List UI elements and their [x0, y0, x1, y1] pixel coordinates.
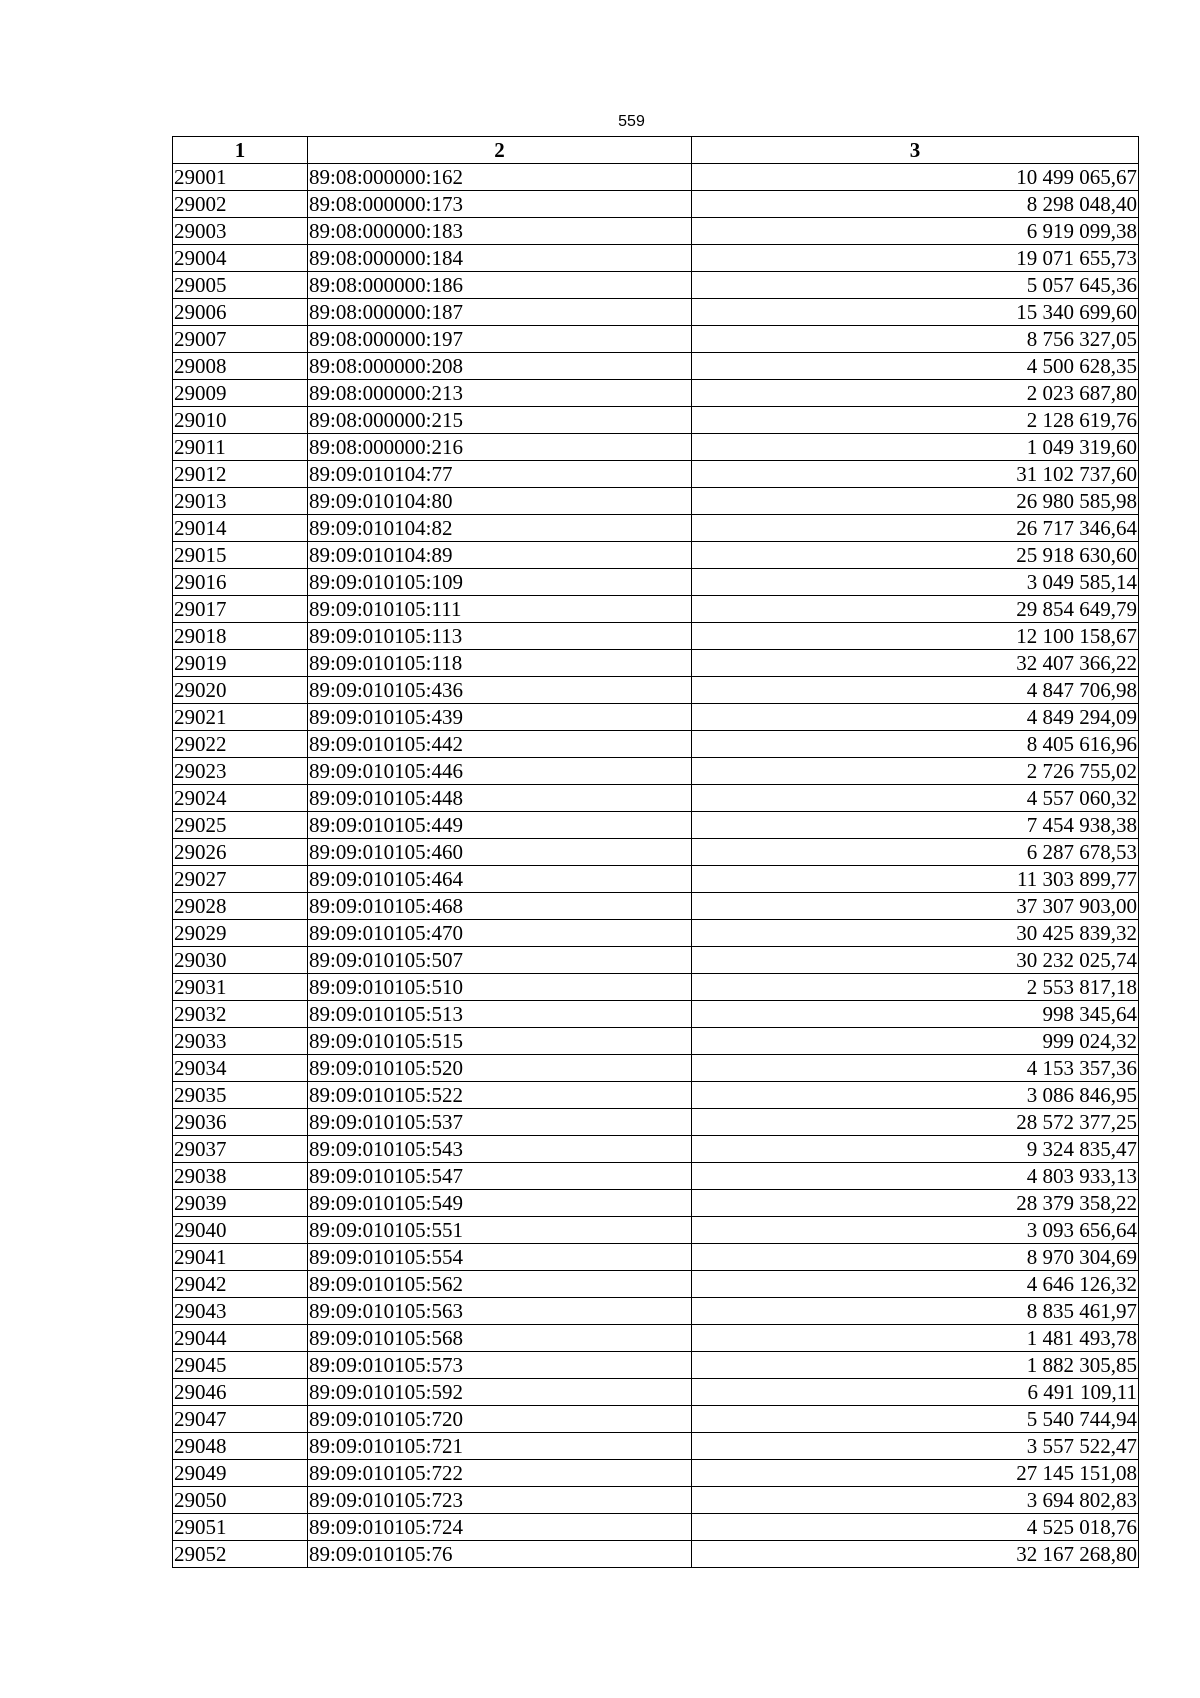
cadastral-number-cell: 89:09:010104:80	[308, 488, 692, 515]
cadastral-number-cell: 89:08:000000:186	[308, 272, 692, 299]
cadastral-number-cell: 89:09:010105:562	[308, 1271, 692, 1298]
value-cell: 998 345,64	[692, 1001, 1139, 1028]
row-number-cell: 29047	[173, 1406, 308, 1433]
cadastral-number-cell: 89:09:010105:724	[308, 1514, 692, 1541]
cadastral-number-cell: 89:09:010105:554	[308, 1244, 692, 1271]
cadastral-number-cell: 89:09:010105:111	[308, 596, 692, 623]
cadastral-number-cell: 89:08:000000:213	[308, 380, 692, 407]
value-cell: 32 167 268,80	[692, 1541, 1139, 1568]
value-cell: 3 557 522,47	[692, 1433, 1139, 1460]
value-cell: 9 324 835,47	[692, 1136, 1139, 1163]
row-number-cell: 29009	[173, 380, 308, 407]
row-number-cell: 29024	[173, 785, 308, 812]
table-row	[173, 1082, 1139, 1109]
row-number-cell: 29044	[173, 1325, 308, 1352]
table-row	[173, 623, 1139, 650]
row-number-cell: 29052	[173, 1541, 308, 1568]
cadastral-number-cell: 89:09:010105:439	[308, 704, 692, 731]
table-row	[173, 1325, 1139, 1352]
table-row	[173, 515, 1139, 542]
row-number-cell: 29029	[173, 920, 308, 947]
value-cell: 12 100 158,67	[692, 623, 1139, 650]
row-number-cell: 29021	[173, 704, 308, 731]
table-row	[173, 488, 1139, 515]
cadastral-number-cell: 89:08:000000:208	[308, 353, 692, 380]
table-row	[173, 812, 1139, 839]
row-number-cell: 29049	[173, 1460, 308, 1487]
cadastral-number-cell: 89:09:010105:507	[308, 947, 692, 974]
cadastral-number-cell: 89:09:010105:109	[308, 569, 692, 596]
cadastral-number-cell: 89:08:000000:215	[308, 407, 692, 434]
value-cell: 37 307 903,00	[692, 893, 1139, 920]
value-cell: 3 694 802,83	[692, 1487, 1139, 1514]
value-cell: 2 726 755,02	[692, 758, 1139, 785]
row-number-cell: 29007	[173, 326, 308, 353]
column-header-1: 1	[173, 137, 308, 164]
table-row	[173, 1028, 1139, 1055]
row-number-cell: 29033	[173, 1028, 308, 1055]
cadastral-number-cell: 89:09:010105:543	[308, 1136, 692, 1163]
value-cell: 6 919 099,38	[692, 218, 1139, 245]
cadastral-number-cell: 89:09:010105:464	[308, 866, 692, 893]
value-cell: 4 847 706,98	[692, 677, 1139, 704]
row-number-cell: 29038	[173, 1163, 308, 1190]
row-number-cell: 29008	[173, 353, 308, 380]
cadastral-number-cell: 89:09:010105:549	[308, 1190, 692, 1217]
value-cell: 27 145 151,08	[692, 1460, 1139, 1487]
table-row	[173, 920, 1139, 947]
value-cell: 4 557 060,32	[692, 785, 1139, 812]
table-row	[173, 974, 1139, 1001]
value-cell: 6 491 109,11	[692, 1379, 1139, 1406]
table-row	[173, 1136, 1139, 1163]
cadastral-number-cell: 89:09:010105:721	[308, 1433, 692, 1460]
value-cell: 32 407 366,22	[692, 650, 1139, 677]
cadastral-number-cell: 89:09:010105:573	[308, 1352, 692, 1379]
value-cell: 5 057 645,36	[692, 272, 1139, 299]
row-number-cell: 29017	[173, 596, 308, 623]
page-number: 559	[618, 113, 645, 130]
cadastral-number-cell: 89:09:010105:468	[308, 893, 692, 920]
table-row	[173, 326, 1139, 353]
value-cell: 4 646 126,32	[692, 1271, 1139, 1298]
row-number-cell: 29006	[173, 299, 308, 326]
value-cell: 2 023 687,80	[692, 380, 1139, 407]
cadastral-number-cell: 89:09:010104:77	[308, 461, 692, 488]
table-row	[173, 1379, 1139, 1406]
cadastral-number-cell: 89:08:000000:216	[308, 434, 692, 461]
row-number-cell: 29051	[173, 1514, 308, 1541]
table-row	[173, 1352, 1139, 1379]
value-cell: 4 525 018,76	[692, 1514, 1139, 1541]
cadastral-number-cell: 89:09:010105:537	[308, 1109, 692, 1136]
table-row	[173, 839, 1139, 866]
table-row	[173, 1244, 1139, 1271]
value-cell: 28 379 358,22	[692, 1190, 1139, 1217]
value-cell: 4 500 628,35	[692, 353, 1139, 380]
header-row	[173, 137, 1139, 164]
table-row	[173, 1298, 1139, 1325]
value-cell: 3 086 846,95	[692, 1082, 1139, 1109]
cadastral-number-cell: 89:09:010105:720	[308, 1406, 692, 1433]
row-number-cell: 29042	[173, 1271, 308, 1298]
value-cell: 4 153 357,36	[692, 1055, 1139, 1082]
table-row	[173, 1190, 1139, 1217]
row-number-cell: 29004	[173, 245, 308, 272]
value-cell: 8 756 327,05	[692, 326, 1139, 353]
row-number-cell: 29026	[173, 839, 308, 866]
cadastral-number-cell: 89:09:010105:118	[308, 650, 692, 677]
value-cell: 4 849 294,09	[692, 704, 1139, 731]
cadastral-number-cell: 89:09:010105:522	[308, 1082, 692, 1109]
cadastral-number-cell: 89:09:010105:448	[308, 785, 692, 812]
value-cell: 2 128 619,76	[692, 407, 1139, 434]
table-row	[173, 1163, 1139, 1190]
value-cell: 29 854 649,79	[692, 596, 1139, 623]
row-number-cell: 29023	[173, 758, 308, 785]
row-number-cell: 29013	[173, 488, 308, 515]
row-number-cell: 29025	[173, 812, 308, 839]
row-number-cell: 29037	[173, 1136, 308, 1163]
table-row	[173, 542, 1139, 569]
value-cell: 4 803 933,13	[692, 1163, 1139, 1190]
table-row	[173, 272, 1139, 299]
cadastral-number-cell: 89:09:010105:442	[308, 731, 692, 758]
row-number-cell: 29015	[173, 542, 308, 569]
cadastral-number-cell: 89:08:000000:162	[308, 164, 692, 191]
table-row	[173, 245, 1139, 272]
row-number-cell: 29040	[173, 1217, 308, 1244]
table-row	[173, 164, 1139, 191]
table-row	[173, 353, 1139, 380]
cadastral-number-cell: 89:09:010105:551	[308, 1217, 692, 1244]
cadastral-number-cell: 89:09:010104:82	[308, 515, 692, 542]
row-number-cell: 29018	[173, 623, 308, 650]
table-body	[173, 164, 1139, 1568]
table-row	[173, 434, 1139, 461]
cadastral-number-cell: 89:09:010105:470	[308, 920, 692, 947]
cadastral-number-cell: 89:08:000000:173	[308, 191, 692, 218]
value-cell: 31 102 737,60	[692, 461, 1139, 488]
row-number-cell: 29043	[173, 1298, 308, 1325]
table-row	[173, 218, 1139, 245]
value-cell: 28 572 377,25	[692, 1109, 1139, 1136]
row-number-cell: 29002	[173, 191, 308, 218]
value-cell: 30 232 025,74	[692, 947, 1139, 974]
value-cell: 26 980 585,98	[692, 488, 1139, 515]
row-number-cell: 29032	[173, 1001, 308, 1028]
column-header-2: 2	[308, 137, 692, 164]
table-row	[173, 1541, 1139, 1568]
row-number-cell: 29019	[173, 650, 308, 677]
cadastral-number-cell: 89:08:000000:187	[308, 299, 692, 326]
cadastral-number-cell: 89:09:010105:563	[308, 1298, 692, 1325]
table-row	[173, 1406, 1139, 1433]
column-header-3: 3	[692, 137, 1139, 164]
cadastral-number-cell: 89:09:010105:515	[308, 1028, 692, 1055]
value-cell: 3 049 585,14	[692, 569, 1139, 596]
table-row	[173, 677, 1139, 704]
value-cell: 6 287 678,53	[692, 839, 1139, 866]
row-number-cell: 29045	[173, 1352, 308, 1379]
table-row	[173, 650, 1139, 677]
table-row	[173, 731, 1139, 758]
row-number-cell: 29016	[173, 569, 308, 596]
value-cell: 2 553 817,18	[692, 974, 1139, 1001]
table-row	[173, 1001, 1139, 1028]
value-cell: 1 882 305,85	[692, 1352, 1139, 1379]
value-cell: 1 481 493,78	[692, 1325, 1139, 1352]
table-row	[173, 1433, 1139, 1460]
table-row	[173, 407, 1139, 434]
cadastral-number-cell: 89:08:000000:183	[308, 218, 692, 245]
cadastral-number-cell: 89:09:010105:547	[308, 1163, 692, 1190]
value-cell: 7 454 938,38	[692, 812, 1139, 839]
table-row	[173, 299, 1139, 326]
cadastral-number-cell: 89:09:010105:113	[308, 623, 692, 650]
row-number-cell: 29011	[173, 434, 308, 461]
table-header	[173, 137, 1139, 164]
value-cell: 25 918 630,60	[692, 542, 1139, 569]
row-number-cell: 29035	[173, 1082, 308, 1109]
table-row	[173, 1217, 1139, 1244]
table-row	[173, 947, 1139, 974]
cadastral-number-cell: 89:09:010105:460	[308, 839, 692, 866]
cadastral-number-cell: 89:09:010105:449	[308, 812, 692, 839]
value-cell: 5 540 744,94	[692, 1406, 1139, 1433]
value-cell: 8 405 616,96	[692, 731, 1139, 758]
table-row	[173, 596, 1139, 623]
value-cell: 3 093 656,64	[692, 1217, 1139, 1244]
row-number-cell: 29001	[173, 164, 308, 191]
row-number-cell: 29027	[173, 866, 308, 893]
row-number-cell: 29028	[173, 893, 308, 920]
table-row	[173, 1055, 1139, 1082]
cadastral-number-cell: 89:09:010105:722	[308, 1460, 692, 1487]
row-number-cell: 29020	[173, 677, 308, 704]
row-number-cell: 29031	[173, 974, 308, 1001]
cadastral-number-cell: 89:09:010105:723	[308, 1487, 692, 1514]
value-cell: 11 303 899,77	[692, 866, 1139, 893]
cadastral-number-cell: 89:09:010105:568	[308, 1325, 692, 1352]
table-row	[173, 785, 1139, 812]
row-number-cell: 29012	[173, 461, 308, 488]
value-cell: 15 340 699,60	[692, 299, 1139, 326]
table-row	[173, 866, 1139, 893]
row-number-cell: 29030	[173, 947, 308, 974]
table-row	[173, 1271, 1139, 1298]
value-cell: 26 717 346,64	[692, 515, 1139, 542]
value-cell: 30 425 839,32	[692, 920, 1139, 947]
table-row	[173, 380, 1139, 407]
cadastral-number-cell: 89:09:010105:513	[308, 1001, 692, 1028]
table-row	[173, 893, 1139, 920]
value-cell: 8 298 048,40	[692, 191, 1139, 218]
row-number-cell: 29014	[173, 515, 308, 542]
table-row	[173, 1460, 1139, 1487]
table-row	[173, 569, 1139, 596]
cadastral-number-cell: 89:08:000000:197	[308, 326, 692, 353]
cadastral-number-cell: 89:09:010105:446	[308, 758, 692, 785]
row-number-cell: 29039	[173, 1190, 308, 1217]
row-number-cell: 29005	[173, 272, 308, 299]
value-cell: 999 024,32	[692, 1028, 1139, 1055]
cadastral-number-cell: 89:09:010105:510	[308, 974, 692, 1001]
cadastral-number-cell: 89:09:010105:436	[308, 677, 692, 704]
registry-table	[172, 136, 1139, 1568]
value-cell: 10 499 065,67	[692, 164, 1139, 191]
value-cell: 1 049 319,60	[692, 434, 1139, 461]
row-number-cell: 29036	[173, 1109, 308, 1136]
table-row	[173, 1487, 1139, 1514]
value-cell: 19 071 655,73	[692, 245, 1139, 272]
row-number-cell: 29022	[173, 731, 308, 758]
cadastral-number-cell: 89:09:010105:76	[308, 1541, 692, 1568]
value-cell: 8 970 304,69	[692, 1244, 1139, 1271]
value-cell: 8 835 461,97	[692, 1298, 1139, 1325]
cadastral-number-cell: 89:08:000000:184	[308, 245, 692, 272]
row-number-cell: 29034	[173, 1055, 308, 1082]
row-number-cell: 29050	[173, 1487, 308, 1514]
row-number-cell: 29046	[173, 1379, 308, 1406]
row-number-cell: 29010	[173, 407, 308, 434]
row-number-cell: 29048	[173, 1433, 308, 1460]
cadastral-number-cell: 89:09:010105:520	[308, 1055, 692, 1082]
row-number-cell: 29041	[173, 1244, 308, 1271]
table-row	[173, 191, 1139, 218]
cadastral-number-cell: 89:09:010105:592	[308, 1379, 692, 1406]
table-row	[173, 704, 1139, 731]
table-row	[173, 758, 1139, 785]
table-row	[173, 1109, 1139, 1136]
table-row	[173, 1514, 1139, 1541]
table-row	[173, 461, 1139, 488]
row-number-cell: 29003	[173, 218, 308, 245]
cadastral-number-cell: 89:09:010104:89	[308, 542, 692, 569]
